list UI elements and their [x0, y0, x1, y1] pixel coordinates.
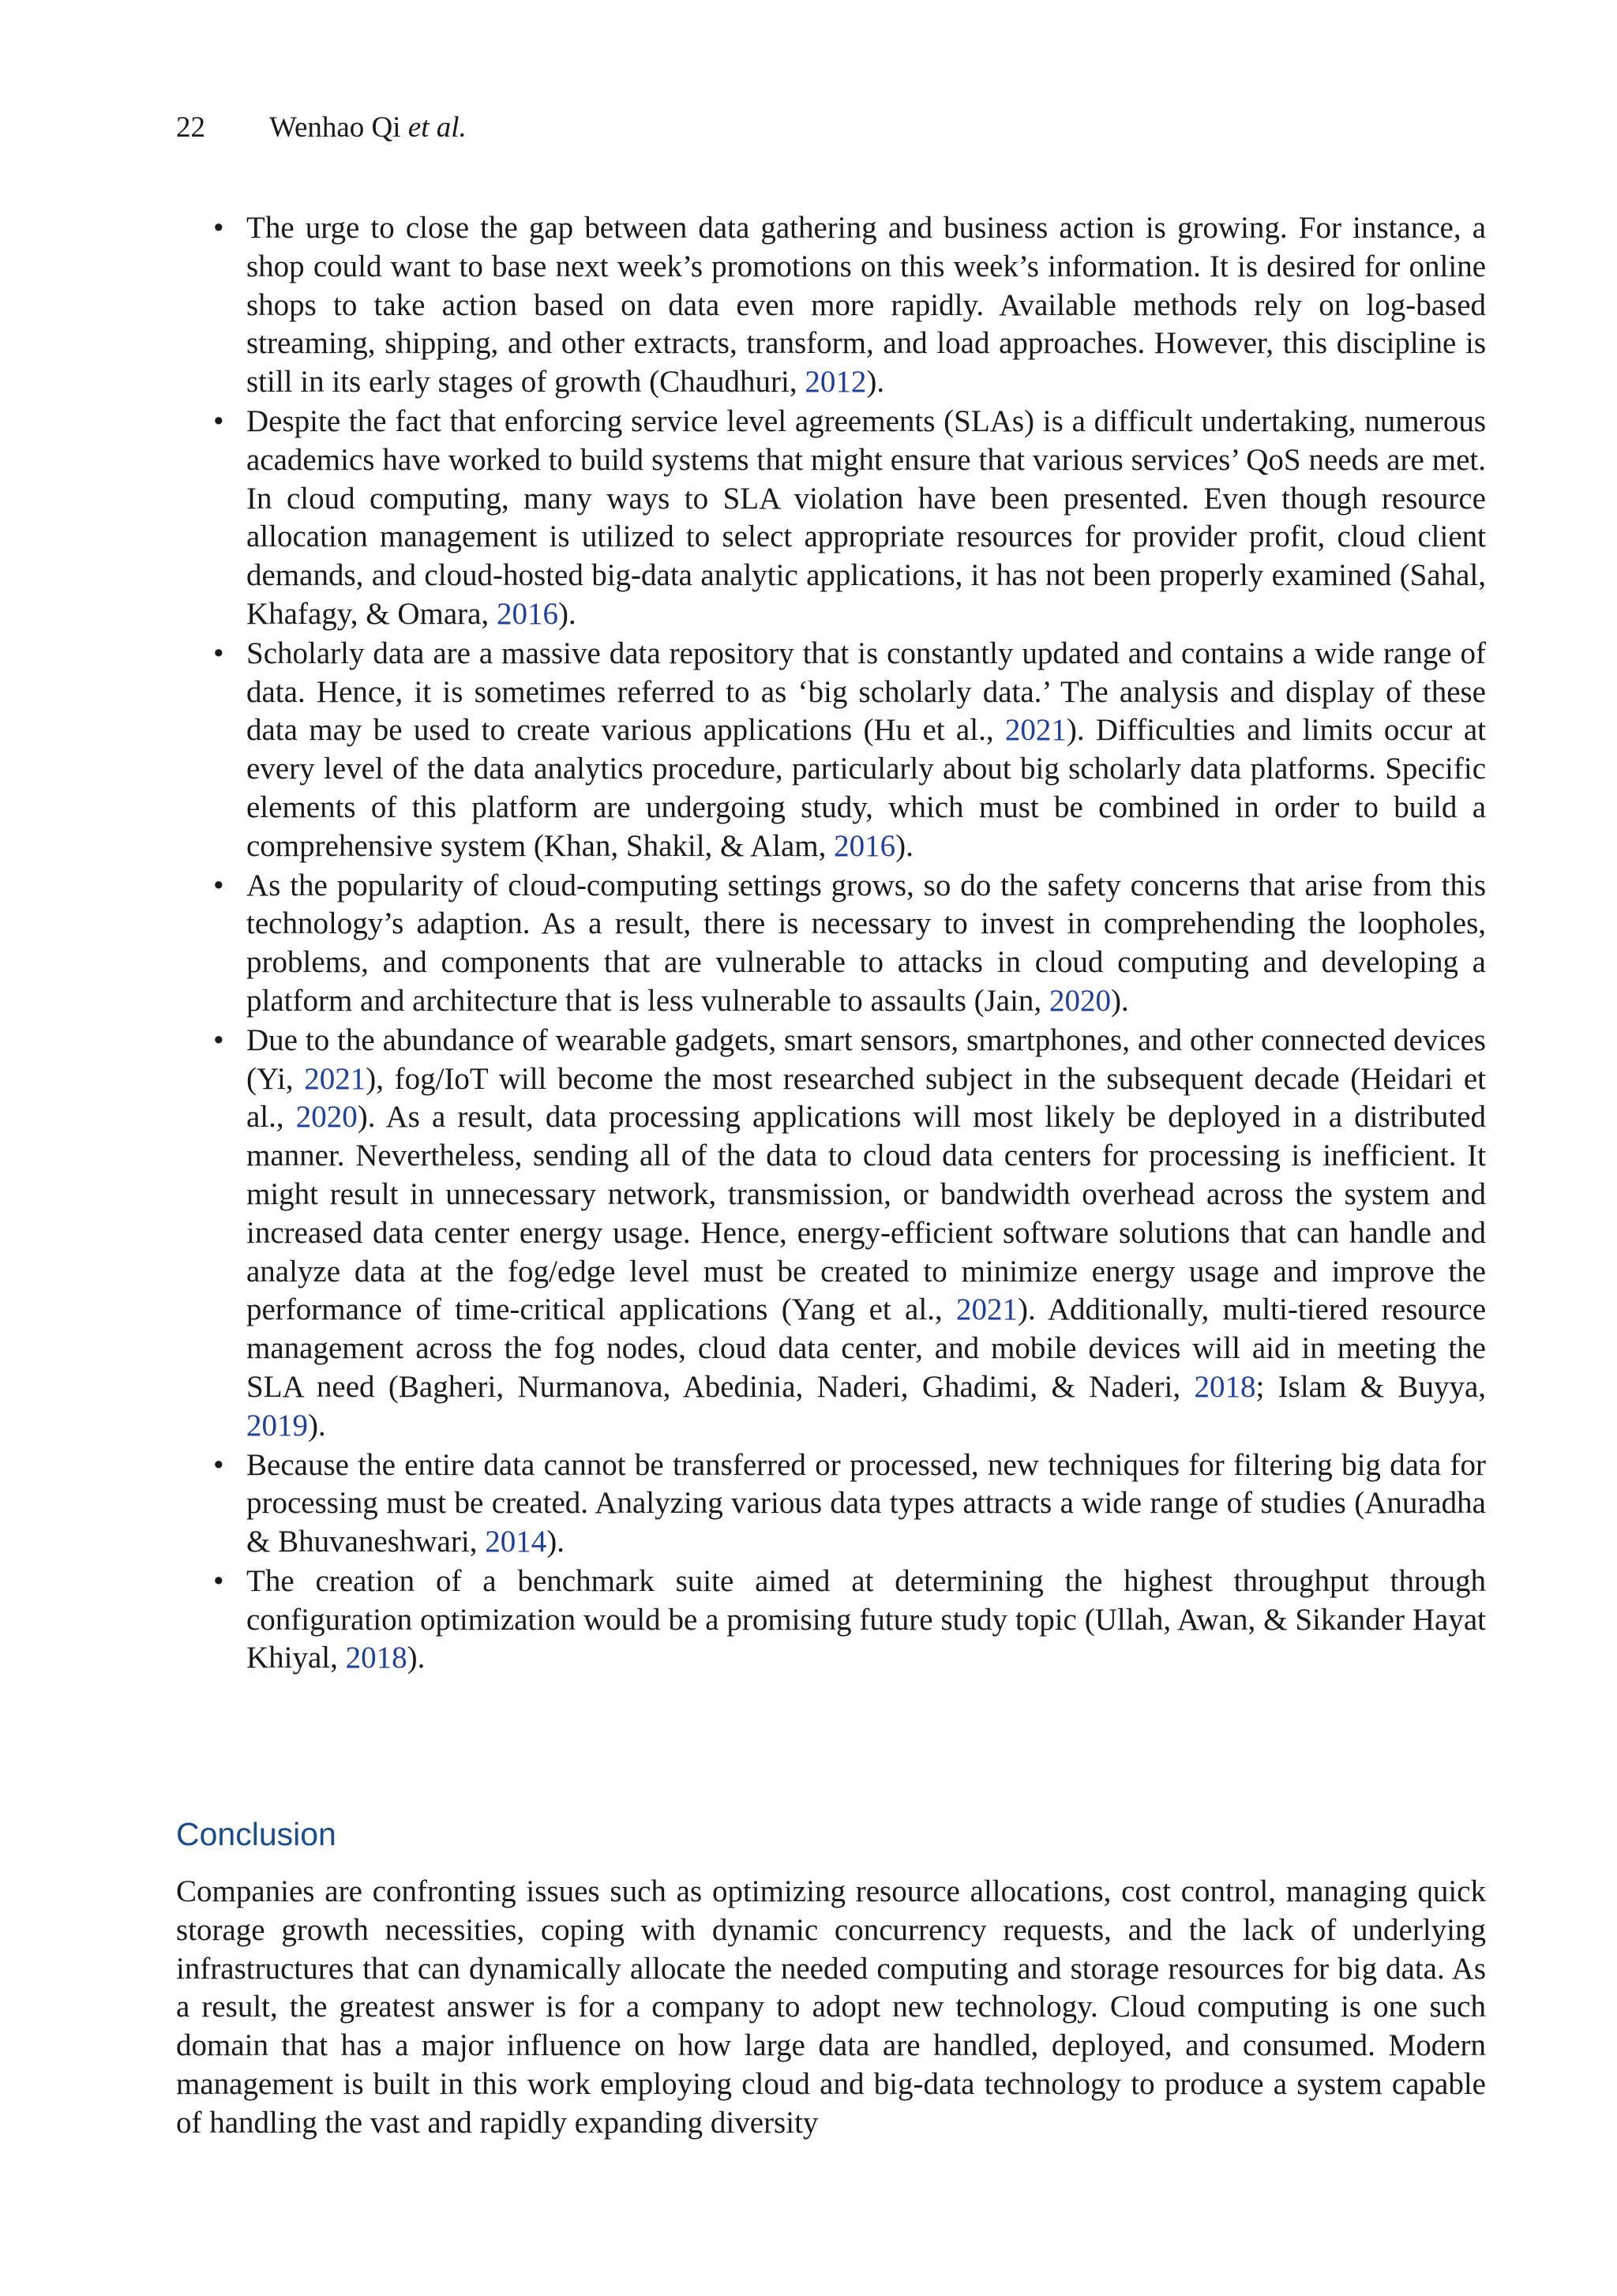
list-item: • The creation of a benchmark suite aimed at determining the highest throughput through configuration optimization would be a promising future study topic (Ullah, Awan, & Sikander Hayat Khiyal, 2018).: [213, 1563, 1486, 1675]
citation-link[interactable]: 2021: [955, 1292, 1018, 1327]
bullet-icon: •: [213, 1563, 224, 1598]
list-item: • As the popularity of cloud-computing settings grows, so do the safety concerns that arise from this technology’s adaption. As a result, there is necessary to invest in comprehending the loopholes, problems, and components that are vulnerable to attacks in cloud computing and developing a platform and architecture that is less vulnerable to assaults (Jain, 2020).: [213, 868, 1486, 1018]
bullet-icon: •: [213, 636, 224, 670]
bullet-icon: •: [213, 403, 224, 438]
citation-link[interactable]: 2018: [345, 1641, 407, 1675]
citation-link[interactable]: 2021: [304, 1061, 366, 1096]
bullet-list: [204, 209, 1486, 1679]
list-item: • Despite the fact that enforcing service level agreements (SLAs) is a difficult undertaking, numerous academics have worked to build systems that might ensure that various services’ QoS needs are met. In cloud computing, many ways to SLA violation have been presented. Even though resource allocation management is utilized to select appropriate resources for provider profit, cloud client demands, and cloud-hosted big-data analytic applications, it has not been properly examined (Sahal, Khafagy, & Omara, 2016).: [213, 403, 1486, 631]
page-number: 22: [176, 111, 205, 144]
bullet-icon: •: [213, 1447, 224, 1482]
list-item: • Because the entire data cannot be transferred or processed, new techniques for filtering big data for processing must be created. Analyzing various data types attracts a wide range of studies (Anuradha & Bhuvaneshwari, 2014).: [213, 1447, 1486, 1559]
citation-link[interactable]: 2020: [295, 1100, 358, 1135]
conclusion-paragraph: Companies are confronting issues such as optimizing resource allocations, cost control, managing quick storage growth necessities, coping with dynamic concurrency requests, and the lack of underlying infrastructures that can dynamically allocate the needed computing and storage resources for big data. As a result, the greatest answer is for a company to adopt new technology. Cloud computing is one such domain that has a major influence on how large data are handled, deployed, and consumed. Modern management is built in this work employing cloud and big-data technology to produce a system capable of handling the vast and rapidly expanding diversity: [176, 1874, 1486, 2140]
et-al: et al.: [407, 111, 467, 144]
citation-link[interactable]: 2016: [834, 828, 896, 863]
citation-link[interactable]: 2019: [246, 1408, 308, 1443]
list-item: • Due to the abundance of wearable gadgets, smart sensors, smartphones, and other connected devices (Yi, 2021), fog/IoT will become the most researched subject in the subsequent decade (Heidari et al., 2020). As a result, data processing applications will most likely be deployed in a distributed manner. Nevertheless, sending all of the data to cloud data centers for processing is inefficient. It might result in unnecessary network, transmission, or bandwidth overhead across the system and increased data center energy usage. Hence, energy-efficient software solutions that can handle and analyze data at the fog/edge level must be created to minimize energy usage and improve the performance of time-critical applications (Yang et al., 2021). Additionally, multi-tiered resource management across the fog nodes, cloud data center, and mobile devices will aid in meeting the SLA need (Bagheri, Nurmanova, Abedinia, Naderi, Ghadimi, & Naderi, 2018; Islam & Buyya, 2019).: [213, 1022, 1487, 1443]
author-name: Wenhao Qi: [269, 111, 401, 144]
citation-link[interactable]: 2020: [1049, 983, 1111, 1018]
running-head: [176, 111, 467, 145]
bullet-icon: •: [213, 211, 224, 245]
list-item: • The urge to close the gap between data gathering and business action is growing. For instance, a shop could want to base next week’s promotions on this week’s information. It is desired for online shops to take action based on data even more rapidly. Available methods rely on log-based streaming, shipping, and other extracts, transform, and load approaches. However, this discipline is still in its early stages of growth (Chaudhuri, 2012).: [213, 211, 1486, 400]
bullet-icon: •: [213, 868, 224, 902]
citation-link[interactable]: 2014: [485, 1525, 547, 1559]
bullet-icon: •: [213, 1022, 224, 1057]
citation-link[interactable]: 2018: [1194, 1369, 1256, 1404]
citation-link[interactable]: 2016: [496, 596, 558, 631]
citation-link[interactable]: 2021: [1004, 713, 1067, 748]
section-heading: Conclusion: [176, 1816, 336, 1852]
list-item: • Scholarly data are a massive data repository that is constantly updated and contains a wide range of data. Hence, it is sometimes referred to as ‘big scholarly data.’ The analysis and display of these data may be used to create various applications (Hu et al., 2021). Difficulties and limits occur at every level of the data analytics procedure, particularly about big scholarly data platforms. Specific elements of this platform are undergoing study, which must be combined in order to build a comprehensive system (Khan, Shakil, & Alam, 2016).: [213, 636, 1486, 863]
citation-link[interactable]: 2012: [805, 365, 867, 400]
